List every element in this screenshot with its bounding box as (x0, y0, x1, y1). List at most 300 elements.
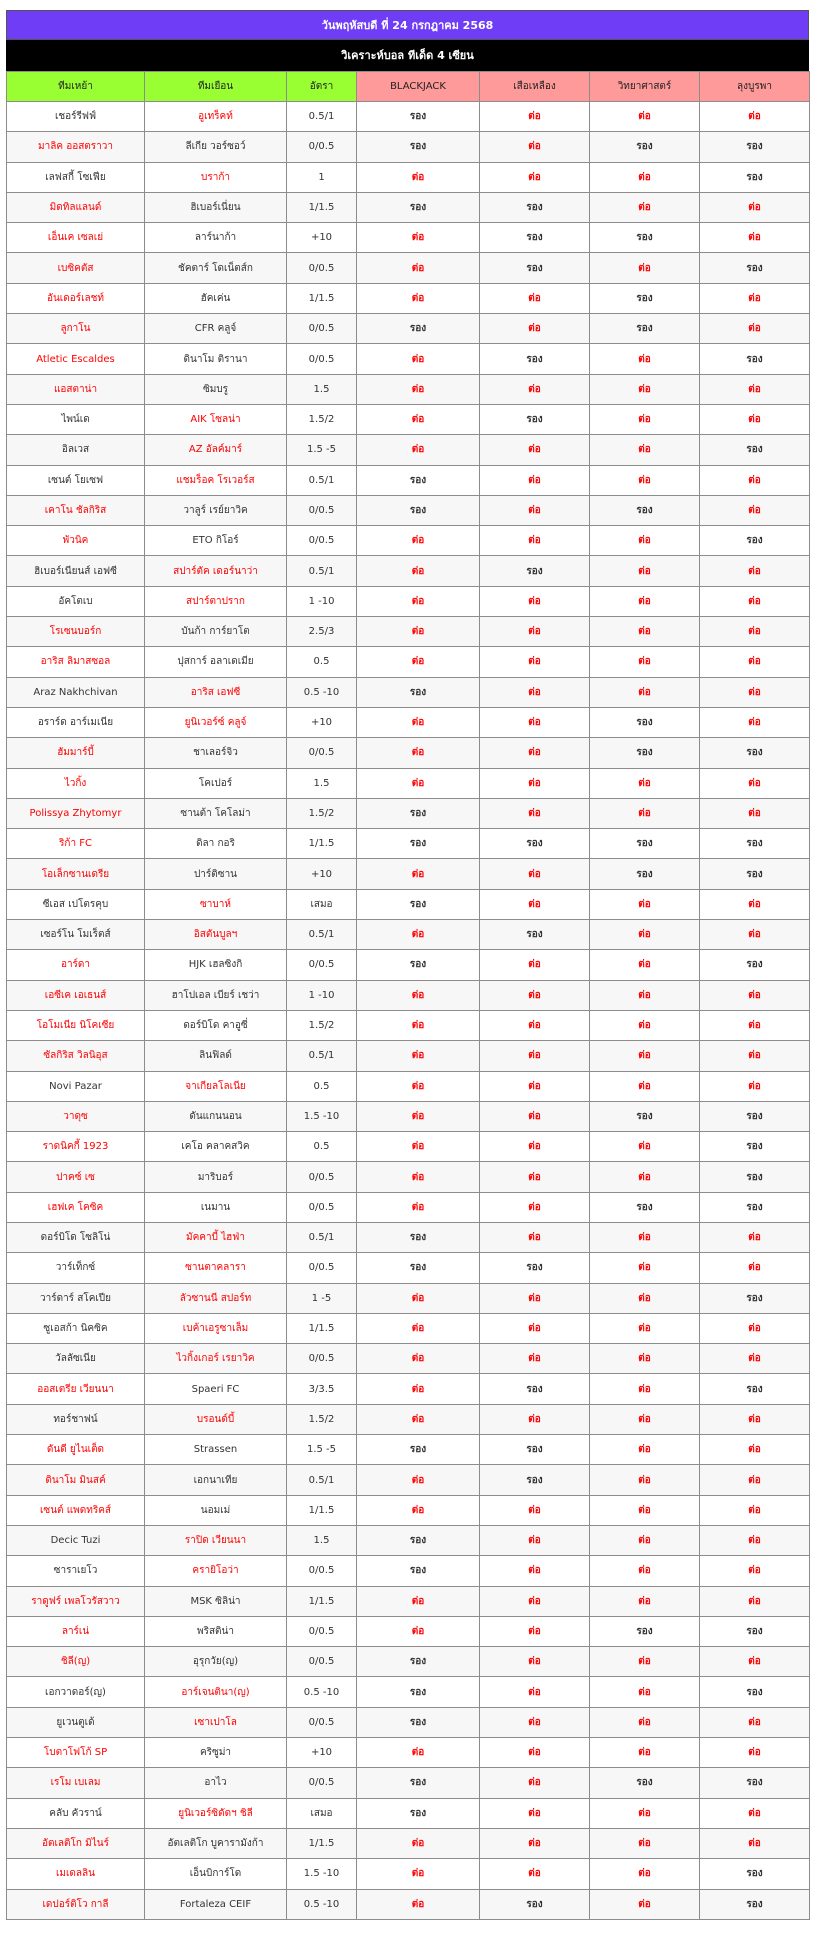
home-team: เฮฟเค โคซิค (7, 1192, 145, 1222)
pick-science: รอง (590, 1192, 700, 1222)
pick-science: รอง (590, 1616, 700, 1646)
pick-tiger: รอง (480, 253, 590, 283)
away-team: คริซูม่า (145, 1738, 287, 1768)
odds: 0/0.5 (287, 1344, 357, 1374)
pick-tiger: ต่อ (480, 526, 590, 556)
home-team: อราร์ด อาร์เมเนีย (7, 707, 145, 737)
odds: +10 (287, 859, 357, 889)
home-team: ปาคซ์ เซ (7, 1162, 145, 1192)
pick-blackjack: ต่อ (357, 768, 480, 798)
pick-science: รอง (590, 1768, 700, 1798)
odds: 0.5/1 (287, 465, 357, 495)
odds: 1.5/2 (287, 404, 357, 434)
pick-burapha: ต่อ (700, 1313, 810, 1343)
pick-blackjack: รอง (357, 192, 480, 222)
pick-science: ต่อ (590, 1677, 700, 1707)
home-team: ลูกาโน (7, 314, 145, 344)
pick-burapha: ต่อ (700, 102, 810, 132)
pick-science: ต่อ (590, 404, 700, 434)
away-team: แชมร็อค โรเวอร์ส (145, 465, 287, 495)
away-team: วาลูร์ เรย์ยาวิค (145, 495, 287, 525)
odds: 0/0.5 (287, 344, 357, 374)
table-row (7, 404, 810, 434)
odds: 1/1.5 (287, 1586, 357, 1616)
pick-tiger: ต่อ (480, 1556, 590, 1586)
away-team: เคโอ คลาคสวิค (145, 1132, 287, 1162)
away-team: อิสตันบูลฯ (145, 920, 287, 950)
odds: 0.5 -10 (287, 677, 357, 707)
pick-burapha: ต่อ (700, 1798, 810, 1828)
pick-tiger: ต่อ (480, 859, 590, 889)
pick-tiger: รอง (480, 1253, 590, 1283)
pick-science: ต่อ (590, 1435, 700, 1465)
pick-blackjack: ต่อ (357, 920, 480, 950)
away-team: ลัวซานนี สปอร์ท (145, 1283, 287, 1313)
pick-burapha: ต่อ (700, 677, 810, 707)
pick-tiger: ต่อ (480, 950, 590, 980)
pick-tiger: ต่อ (480, 132, 590, 162)
pick-burapha: รอง (700, 1768, 810, 1798)
away-team: จาเกียลโลเนีย (145, 1071, 287, 1101)
pick-burapha: รอง (700, 253, 810, 283)
pick-tiger: ต่อ (480, 1768, 590, 1798)
away-team: เบค้าเอรูซาเล็ม (145, 1313, 287, 1343)
away-team: ฮิเบอร์เนี่ยน (145, 192, 287, 222)
home-team: ราดูฟร์ เพลโวรัสวาว (7, 1586, 145, 1616)
pick-burapha: รอง (700, 1677, 810, 1707)
pick-tiger: รอง (480, 920, 590, 950)
away-team: ดันแกนนอน (145, 1101, 287, 1131)
odds: 0/0.5 (287, 132, 357, 162)
pick-blackjack: ต่อ (357, 859, 480, 889)
table-row (7, 1071, 810, 1101)
pick-blackjack: รอง (357, 1525, 480, 1555)
home-team: Atletic Escaldes (7, 344, 145, 374)
away-team: พริสติน่า (145, 1616, 287, 1646)
table-row (7, 283, 810, 313)
home-team: Decic Tuzi (7, 1525, 145, 1555)
pick-tiger: ต่อ (480, 889, 590, 919)
away-team: ดอร์บิโด คาอูซี่ (145, 1010, 287, 1040)
home-team: เมเดลลิน (7, 1859, 145, 1889)
away-team: อาริส เอฟซี (145, 677, 287, 707)
pick-burapha: ต่อ (700, 465, 810, 495)
away-team: Strassen (145, 1435, 287, 1465)
pick-burapha: ต่อ (700, 1495, 810, 1525)
pick-blackjack: ต่อ (357, 374, 480, 404)
pick-tiger: ต่อ (480, 1828, 590, 1858)
home-team: ฮิเบอร์เนียนส์ เอฟซี (7, 556, 145, 586)
pick-science: ต่อ (590, 950, 700, 980)
home-team: อาร์ดา (7, 950, 145, 980)
pick-blackjack: รอง (357, 677, 480, 707)
pick-blackjack: ต่อ (357, 617, 480, 647)
pick-science: รอง (590, 1101, 700, 1131)
pick-tiger: ต่อ (480, 1404, 590, 1434)
away-team: เนมาน (145, 1192, 287, 1222)
pick-science: รอง (590, 314, 700, 344)
pick-tiger: ต่อ (480, 1041, 590, 1071)
table-row (7, 495, 810, 525)
pick-science: รอง (590, 707, 700, 737)
pick-blackjack: ต่อ (357, 1828, 480, 1858)
pick-science: ต่อ (590, 889, 700, 919)
table-row (7, 1707, 810, 1737)
pick-science: ต่อ (590, 1283, 700, 1313)
home-team: ไวกิ้ง (7, 768, 145, 798)
pick-science: ต่อ (590, 1738, 700, 1768)
home-team: ชิลี(ญ) (7, 1647, 145, 1677)
pick-science: ต่อ (590, 1495, 700, 1525)
pick-tiger: ต่อ (480, 1525, 590, 1555)
odds: 0/0.5 (287, 1768, 357, 1798)
pick-blackjack: ต่อ (357, 404, 480, 434)
pick-burapha: ต่อ (700, 1253, 810, 1283)
table-row (7, 1798, 810, 1828)
odds: +10 (287, 707, 357, 737)
pick-burapha: ต่อ (700, 1010, 810, 1040)
pick-tiger: ต่อ (480, 1859, 590, 1889)
odds: 0.5 -10 (287, 1677, 357, 1707)
col-odds: อัตรา (287, 72, 357, 102)
odds: 1.5/2 (287, 798, 357, 828)
pick-tiger: ต่อ (480, 162, 590, 192)
home-team: เอซีเค เอเธนส์ (7, 980, 145, 1010)
pick-science: ต่อ (590, 253, 700, 283)
home-team: โอเล็กซานเดรีย (7, 859, 145, 889)
odds: 1/1.5 (287, 283, 357, 313)
away-team: สปาร์ตัค เดอร์นาว่า (145, 556, 287, 586)
pick-science: ต่อ (590, 1010, 700, 1040)
pick-burapha: ต่อ (700, 1344, 810, 1374)
pick-blackjack: ต่อ (357, 980, 480, 1010)
pick-tiger: ต่อ (480, 1495, 590, 1525)
odds: 0/0.5 (287, 1647, 357, 1677)
odds: 0/0.5 (287, 950, 357, 980)
odds: 1/1.5 (287, 829, 357, 859)
pick-tiger: รอง (480, 1435, 590, 1465)
table-row (7, 768, 810, 798)
table-row (7, 1222, 810, 1252)
pick-blackjack: ต่อ (357, 162, 480, 192)
pick-tiger: ต่อ (480, 1222, 590, 1252)
pick-burapha: ต่อ (700, 1828, 810, 1858)
odds: 1 -5 (287, 1283, 357, 1313)
pick-science: ต่อ (590, 1162, 700, 1192)
away-team: MSK ซิลิน่า (145, 1586, 287, 1616)
pick-burapha: ต่อ (700, 495, 810, 525)
home-team: ออสเตรีย เวียนนา (7, 1374, 145, 1404)
pick-blackjack: รอง (357, 1768, 480, 1798)
pick-blackjack: ต่อ (357, 556, 480, 586)
pick-science: ต่อ (590, 647, 700, 677)
away-team: บรอนด์บี้ (145, 1404, 287, 1434)
away-team: ปุสการ์ อลาเดเมีย (145, 647, 287, 677)
table-row (7, 1132, 810, 1162)
pick-science: รอง (590, 495, 700, 525)
pick-blackjack: ต่อ (357, 1132, 480, 1162)
odds: 0/0.5 (287, 495, 357, 525)
home-team: เซนต์ โยเซฟ (7, 465, 145, 495)
away-team: ซิมบรู (145, 374, 287, 404)
pick-tiger: รอง (480, 556, 590, 586)
pick-tiger: ต่อ (480, 1586, 590, 1616)
table-row (7, 950, 810, 980)
pick-blackjack: รอง (357, 1222, 480, 1252)
away-team: อาร์เจนตินา(ญ) (145, 1677, 287, 1707)
table-row (7, 223, 810, 253)
away-team: ลินฟิลด์ (145, 1041, 287, 1071)
home-team: ไพน์เด (7, 404, 145, 434)
pick-science: ต่อ (590, 1707, 700, 1737)
odds: 0/0.5 (287, 526, 357, 556)
table-row (7, 1404, 810, 1434)
pick-science: ต่อ (590, 465, 700, 495)
odds: +10 (287, 1738, 357, 1768)
home-team: วาดุซ (7, 1101, 145, 1131)
pick-tiger: ต่อ (480, 1071, 590, 1101)
pick-blackjack: ต่อ (357, 1313, 480, 1343)
away-team: ครายิโอว่า (145, 1556, 287, 1586)
odds: 0/0.5 (287, 738, 357, 768)
table-row (7, 1465, 810, 1495)
pick-burapha: รอง (700, 132, 810, 162)
pick-science: ต่อ (590, 920, 700, 950)
pick-science: ต่อ (590, 768, 700, 798)
pick-tiger: ต่อ (480, 768, 590, 798)
pick-science: ต่อ (590, 1647, 700, 1677)
home-team: เรโม เบเลม (7, 1768, 145, 1798)
odds: 0.5 (287, 1132, 357, 1162)
table-row (7, 1525, 810, 1555)
table-row (7, 617, 810, 647)
pick-tiger: ต่อ (480, 707, 590, 737)
pick-tiger: ต่อ (480, 1101, 590, 1131)
odds: 1.5 -10 (287, 1101, 357, 1131)
home-team: อาริส ลิมาสซอล (7, 647, 145, 677)
tips-table (6, 71, 810, 1920)
pick-burapha: ต่อ (700, 192, 810, 222)
table-row (7, 1859, 810, 1889)
pick-science: รอง (590, 283, 700, 313)
table-row (7, 435, 810, 465)
pick-tiger: ต่อ (480, 1647, 590, 1677)
pick-blackjack: ต่อ (357, 738, 480, 768)
pick-science: ต่อ (590, 556, 700, 586)
header-row (7, 72, 810, 102)
pick-science: ต่อ (590, 1465, 700, 1495)
pick-blackjack: ต่อ (357, 586, 480, 616)
table-row (7, 132, 810, 162)
pick-science: ต่อ (590, 192, 700, 222)
pick-burapha: รอง (700, 1192, 810, 1222)
pick-blackjack: ต่อ (357, 1374, 480, 1404)
table-row (7, 1495, 810, 1525)
away-team: ยูนิเวอร์ซิดัดฯ ชิลี (145, 1798, 287, 1828)
pick-tiger: ต่อ (480, 677, 590, 707)
odds: 1/1.5 (287, 1313, 357, 1343)
odds: 0.5 (287, 647, 357, 677)
pick-tiger: ต่อ (480, 586, 590, 616)
away-team: ลีเกีย วอร์ซอว์ (145, 132, 287, 162)
table-row (7, 1101, 810, 1131)
odds: 0/0.5 (287, 1707, 357, 1737)
pick-burapha: ต่อ (700, 1647, 810, 1677)
pick-burapha: ต่อ (700, 920, 810, 950)
odds: 1.5/2 (287, 1404, 357, 1434)
pick-burapha: รอง (700, 1374, 810, 1404)
table-row (7, 1738, 810, 1768)
table-row (7, 344, 810, 374)
away-team: บันก้า การ์ยาโต (145, 617, 287, 647)
page-title: วิเคราะห์บอล ทีเด็ด 4 เซียน (6, 40, 809, 71)
pick-burapha: รอง (700, 1616, 810, 1646)
pick-science: รอง (590, 829, 700, 859)
away-team: HJK เฮลซิงกิ (145, 950, 287, 980)
pick-science: รอง (590, 132, 700, 162)
odds: 1 (287, 162, 357, 192)
pick-science: ต่อ (590, 1556, 700, 1586)
home-team: เชอร์รีฟฟ์ (7, 102, 145, 132)
pick-blackjack: รอง (357, 1707, 480, 1737)
pick-burapha: ต่อ (700, 1222, 810, 1252)
pick-tiger: รอง (480, 1465, 590, 1495)
home-team: เดปอร์ติโว กาลี (7, 1889, 145, 1919)
pick-tiger: ต่อ (480, 1313, 590, 1343)
home-team: คลับ คัวราน์ (7, 1798, 145, 1828)
pick-science: ต่อ (590, 1828, 700, 1858)
pick-blackjack: รอง (357, 1647, 480, 1677)
pick-burapha: ต่อ (700, 798, 810, 828)
home-team: แอสตาน่า (7, 374, 145, 404)
table-row (7, 798, 810, 828)
pick-tiger: รอง (480, 1889, 590, 1919)
pick-science: รอง (590, 738, 700, 768)
pick-blackjack: ต่อ (357, 1859, 480, 1889)
pick-tiger: ต่อ (480, 980, 590, 1010)
odds: 1.5/2 (287, 1010, 357, 1040)
pick-blackjack: ต่อ (357, 1162, 480, 1192)
table-row (7, 1616, 810, 1646)
pick-science: ต่อ (590, 1798, 700, 1828)
away-team: AZ อัลค์มาร์ (145, 435, 287, 465)
away-team: มัคคาบี้ ไฮฟ่า (145, 1222, 287, 1252)
pick-science: ต่อ (590, 1071, 700, 1101)
odds: 1.5 -5 (287, 1435, 357, 1465)
away-team: AIK โซลน่า (145, 404, 287, 434)
home-team: วัลลัซเนีย (7, 1344, 145, 1374)
pick-science: ต่อ (590, 1344, 700, 1374)
pick-science: ต่อ (590, 1374, 700, 1404)
pick-burapha: ต่อ (700, 1435, 810, 1465)
pick-burapha: รอง (700, 435, 810, 465)
pick-blackjack: รอง (357, 314, 480, 344)
pick-science: ต่อ (590, 1404, 700, 1434)
home-team: โอโมเนีย นิโคเซีย (7, 1010, 145, 1040)
home-team: ดอร์บิโด โซลิโน่ (7, 1222, 145, 1252)
home-team: วาร์เท็กซ์ (7, 1253, 145, 1283)
pick-science: ต่อ (590, 1859, 700, 1889)
away-team: อุรุกวัย(ญ) (145, 1647, 287, 1677)
home-team: Novi Pazar (7, 1071, 145, 1101)
col-tiger: เสือเหลือง (480, 72, 590, 102)
col-burapha: ลุงบูรพา (700, 72, 810, 102)
pick-blackjack: รอง (357, 102, 480, 132)
table-row (7, 1677, 810, 1707)
odds: 0.5 -10 (287, 1889, 357, 1919)
pick-burapha: ต่อ (700, 556, 810, 586)
pick-tiger: ต่อ (480, 465, 590, 495)
col-away: ทีมเยือน (145, 72, 287, 102)
pick-blackjack: รอง (357, 465, 480, 495)
table-body (7, 102, 810, 1920)
pick-burapha: รอง (700, 344, 810, 374)
table-row (7, 162, 810, 192)
pick-tiger: ต่อ (480, 374, 590, 404)
pick-burapha: รอง (700, 1162, 810, 1192)
pick-tiger: ต่อ (480, 1192, 590, 1222)
pick-science: ต่อ (590, 344, 700, 374)
home-team: อิลเวส (7, 435, 145, 465)
away-team: ชัคตาร์ โดเน็ตส์ก (145, 253, 287, 283)
pick-blackjack: ต่อ (357, 1041, 480, 1071)
pick-blackjack: ต่อ (357, 1010, 480, 1040)
pick-tiger: ต่อ (480, 102, 590, 132)
away-team: Fortaleza CEIF (145, 1889, 287, 1919)
pick-tiger: ต่อ (480, 1707, 590, 1737)
pick-tiger: ต่อ (480, 283, 590, 313)
odds: 1.5 -5 (287, 435, 357, 465)
odds: 0/0.5 (287, 1556, 357, 1586)
pick-blackjack: ต่อ (357, 283, 480, 313)
pick-burapha: ต่อ (700, 1738, 810, 1768)
pick-science: ต่อ (590, 1313, 700, 1343)
home-team: โรเซนบอร์ก (7, 617, 145, 647)
pick-blackjack: ต่อ (357, 253, 480, 283)
pick-science: ต่อ (590, 798, 700, 828)
pick-science: ต่อ (590, 526, 700, 556)
home-team: เลฟสกี้ โซเฟีย (7, 162, 145, 192)
pick-science: ต่อ (590, 1253, 700, 1283)
away-team: Spaeri FC (145, 1374, 287, 1404)
table-row (7, 556, 810, 586)
home-team: ซัลกิริส วิลนิอุส (7, 1041, 145, 1071)
away-team: ซานตาคลารา (145, 1253, 287, 1283)
home-team: เคาโน ชัลกิริส (7, 495, 145, 525)
pick-blackjack: รอง (357, 132, 480, 162)
pick-burapha: รอง (700, 1889, 810, 1919)
away-team: เอ็นบิการ์โด (145, 1859, 287, 1889)
table-row (7, 889, 810, 919)
away-team: นอมเม่ (145, 1495, 287, 1525)
away-team: ลาร์นาก้า (145, 223, 287, 253)
col-home: ทีมเหย้า (7, 72, 145, 102)
pick-burapha: ต่อ (700, 768, 810, 798)
pick-burapha: ต่อ (700, 1041, 810, 1071)
pick-tiger: ต่อ (480, 314, 590, 344)
pick-blackjack: ต่อ (357, 1404, 480, 1434)
away-team: อาไว (145, 1768, 287, 1798)
pick-burapha: รอง (700, 1101, 810, 1131)
pick-blackjack: รอง (357, 1798, 480, 1828)
home-team: ดินาโม มินสค์ (7, 1465, 145, 1495)
table-row (7, 920, 810, 950)
table-row (7, 314, 810, 344)
pick-blackjack: รอง (357, 495, 480, 525)
pick-tiger: ต่อ (480, 1344, 590, 1374)
table-row (7, 102, 810, 132)
away-team: ซานต้า โคโลม่า (145, 798, 287, 828)
